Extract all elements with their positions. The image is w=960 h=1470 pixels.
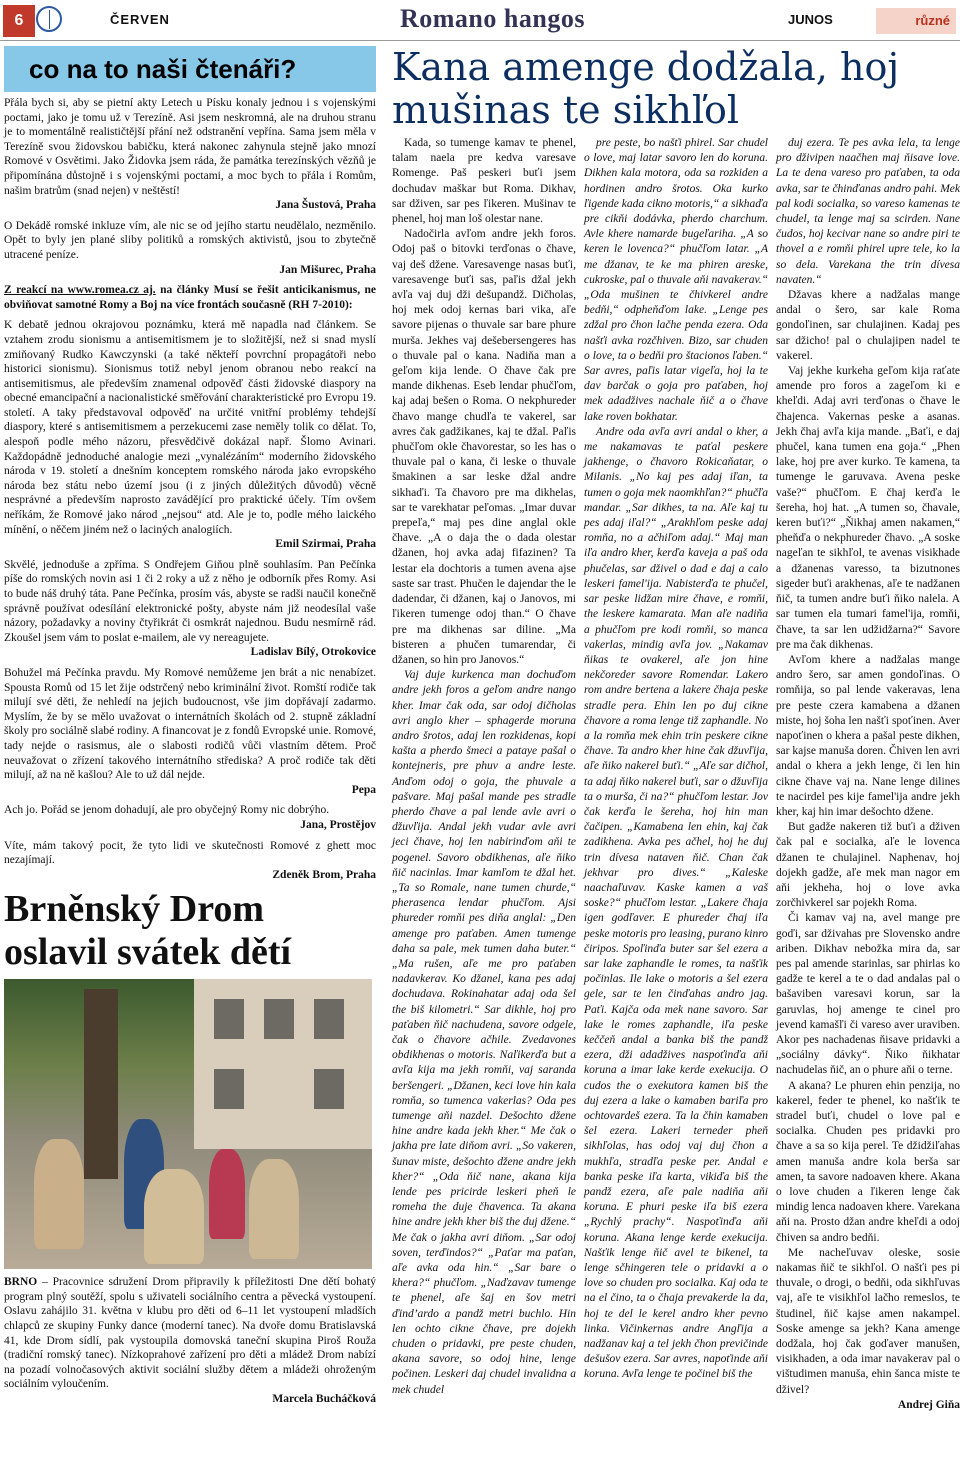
article-column-2 [584,136,768,1383]
photo-window [314,1069,344,1109]
readers-column [4,46,376,1407]
letter-signature: Jana Šustová, Praha [275,199,376,212]
letter-text: O Dekádě romské inkluze vím, ale nic se od jejího startu neudělalo, nezměnilo. Opět to byly jen plané sliby politiků a romských aktivistů, jsou to zbytečně utracené peníze. [4,219,376,261]
letter-text: Ach jo. Pořád se jenom dohadují, ale pro obyčejný Romy nic dobrýho. [4,804,330,817]
section-tag: různé [876,8,956,34]
letter-signature: Jana, Prostějov [300,818,376,831]
article-paragraph: Vaj duje kurkenca man dochuďom andre jekh foros a geľom andre nango kher. Imar čak oda, sar odoj dičholas avri anglo kher – sphagerde moruna andro šrotos, adaj len rozkidenas, kopi kašta a pherdo šmeci a pataye pašal o kontejneris, pre phuv a andre leste. Anďom odoj o goja, the phuvale a pašvare. Maj pašal mande pes stradle pherdo čhave a pal lende avle avri o džuvľija. Andal jekh vudar avle avri jeci čhave, hoj len nabirinďom aňi te pogenel. Savoro obdikhenas, aľe ňiko ňič nacinlas. Imar kamľom te džal het. „Ta so Romale, nane tumen churde,“ pherasenca lendar phučľom. Ajsi phureder romňi pes diňa anglal: „Den amenge pro paťaben. Amen tumenge daha sa pale, mek tumen daha buter.“ „Ma rušen, aľe me pro paťaben nadavkerav. Ko džanel, kana pes adaj dochudava. Rokinahatar adaj oda šel the biš kilometri.“ Sar dikhle, hoj pro paťaben ňič nachudena, savore odgele, čak o čhavore ačhile. Zvedavones obdikhenas o motoris. Naľikerďa but a avľa kija ma jekh romňi, vaj saranda beršengeri. „Džanen, keci love hin kala romňa, so tumenca vakerlas? Oda pes tumenge aňi nazdel. Dešochto džene hine andre kada jekh kher.“ Me čak o jakha pre late diňom avri. „So vakeren, šunav miste, dešochto džene andre jekh kher?“ „Oda ňič nane, akana kija lende pes pricirde leskeri pheň le romeha the duje čhavenca. Ta akana hine andre jekh kher biš the duj džene.“ Me čak o jakha avri diňom. „Sar odoj soven, terďindos?“ „Paťar ma paťan, aľe avka oda hin.“ „Sar bare o khera?“ phučľom. „Naďzavav tumenge te phenel, aľe šaj en šov metri ďind’ardo a pandž metri buchlo. Hin len ochto cikne čhave, pre dojekh chuden o pridavki, pre peste chuden, akana savore, so odoj hine, lenge počinen. Leskeri daj chudel invalidna a mek chudel [392,669,576,1396]
article-paragraph: A akana? Le phuren ehin penzija, no kakerel, feder te phenel, ko našťik te stradel buťi, chudel o love pal e socialka. Chuden pes pridavki pro čhave a sa so kija perel. Te džidžiľahas amen manuša andre kola berša sar amen, ta savore nadoaven khere. Akana o love chuden a ľikeren lenge čak mindig lenca nadoaven khere. Varekana aňi na. Prosto džan andre kheľdi a odoj čhiven sa andro bedňi. [776,1079,960,1244]
month-label: ČERVEN [110,12,170,27]
letter-signature: Jan Mišurec, Praha [279,263,376,276]
reader-letter [4,96,376,213]
reader-letter [4,558,376,660]
photo-tree [84,989,118,1179]
article-column-3 [776,136,960,1413]
letter-signature: Ladislav Bílý, Otrokovice [250,646,376,659]
reader-letter [4,803,376,832]
article-column-1 [392,136,576,1398]
caption-lead: BRNO [4,1276,38,1289]
page-number-text: 6 [14,12,24,29]
drom-headline: Brněnský Drom oslavil svátek dětí [4,888,292,974]
article-paragraph: But gadže nakeren tiž buťi a dživen čak pal e socialka, aľe le lovenca džanen te chulajinel. Naphenav, hoj dojekh gadže, aľe mek man nagor em aňi jekheha, hoj o love avka zorčhivkerel sar pojekh Roma. [776,821,960,910]
photo-caption [4,1275,376,1406]
article-paragraph: Me nacheľuvav oleske, sosie nakamas ňič te sikhľol. O našťi pes pi thuvale, o drogi, o bedňi, oda sikhľuvas vaj, aľe te visikhľol lačho remeslos, te študinel, ňič kajse amen nakampel. Soske amenge sa jekh? Kana amenge dodžala, hoj čak goďaver manušen, visikhaden, a oda imar navakerav pal o vištudimen manuša, ehin šanca miste te dživel? [776,1246,960,1396]
article-paragraph: duj ezera. Te pes avka lela, ta lenge pro dživipen naačhen maj ňisave love. La te dena vareso pro paťaben, ta oda avka, sar te čhinďanas andro pahi. Mek pal kodi socialka, so vareso kamenas te chudel, ta lenge maj sa scirden. Nane čudos, hoj kecivar nane so andre piri te thovel a e romňi phirel upre tele, ko la so dela. Varekana the trin dívesa navaten.“ [776,137,960,286]
article-paragraph: Kada, so tumenge kamav te phenel, talam naela pre kedva varesave Romenge. Paš peskeri buťi jsem dochudav maškar but Roma. Dikhav, sar dživen, sar pes ľikeren. Mušinav te phenel, hoj man loš olestar nane. [392,137,576,226]
letter-signature: Zdeněk Brom, Praha [272,868,376,881]
photo-window [314,999,344,1039]
reactions-title: na články Musí se řešit anticikanismus, ne obviňovat samotné Romy a Boj na více frontách současně (RH 7-2010): [4,284,377,311]
article-paragraph: Avľom khere a nadžalas mange andro šero, sar amen gondoľinas. O romňija, so pal lende vakeravas, lena pre peste czera kamabena a džanen miste, hoj šoha len našťi spoťinen. Aver napoťinen o khera a pašal peste dikhen, sar kajse manuša doren. Čhiven len avri andal o khera a jekh lenge, či len hin cikne čhave vaj na. Nane lenge dilines te nacirdel pes kije famel'ija andre jekh kher, kaj hin imar dešochto džene. [776,653,960,818]
photo-child-in-sack [144,1169,204,1264]
photo-window [264,999,294,1039]
reactions-source-link[interactable]: Z reakcí na www.romea.cz aj. [4,284,156,297]
letter-signature: Pepa [351,783,376,796]
caption-text: – Pracovnice sdružení Drom připravily k příležitosti Dne dětí bohatý program plný soutěží, spolu s uživateli sociálního centra a pěvecká vystoupení. Oslavu zahájilo 31. května v klubu pro děti od 6–11 let vystoupení mladších chlapců ze skupiny Funky dance (moderní tanec). Na dvoře domu Bratislavská 41, kde Drom sídlí, pak vystoupila domovská taneční skupina Piroš Rouža (tradiční romský tanec). Nízkoprahové zařízení pro děti a mládež Drom nabízí na pozadí volnočasových aktivit sociální služby dětem a mládeži ohroženým sociálním vyloučením. [4,1276,376,1391]
page-header [0,0,960,41]
main-article [392,46,956,138]
photo-child-in-sack [249,1159,299,1259]
photo-child-in-sack [34,1139,84,1249]
romani-wheel-icon [36,6,62,32]
letter-text: Přála bych si, aby se pietní akty Letech u Písku konaly jednou i s vojenskými poctami, jako je tomu už v Terezíně. Asi jsem neskromná, ale na druhou stranu je to momentálně realističtější přání než odstranění vepřína. Sama jsem měla v Terezíně svou židovskou babičku, která nakonec zahynula stejně jako mnozí Romové v Osvětimi. Jako Židovka jsem ráda, že památka terezínských vězňů je připomínána důstojně i s vojenskými poctami, a moc bych to přála i Romům, našim bratrům (snad nejen) v neštěstí! [4,97,376,197]
article-paragraph: Vaj jekhe kurkeha geľom kija raťate amende pro foros a zageľom ki e kheľdi. Adaj avri terďonas o čhave le čhajenca. Vakernas peske a asanas. Jekh čhaj avľa kija mande. „Baťi, e daj phučel, kana tumen ena goja.“ „Phen lake, hoj pre aver kurko. Te kamena, ta tumenge le garuvava. Avena peske vaše?“ phučľom. E čhaj kerďa le šereha, hoj hat. „A tumen so, čhavale, keren buťi?“ „Ňikhaj amen nakamen,“ pheňďa o nekphureder čhavo. „A soske nageľan te sikhľol, te avenas visikhade a džanenas varesso, ta bizutnones sigeder buťi arakhenas, aľe te nadžanen ňič, ta tumen andre buťi ňiko nalela. A sar tumen ela tumari famel'ija, romňi, čhave, ta sar len udžidžarna?“ Savore pre ma čak dikhenas. [776,365,960,651]
article-paragraph: Nadočirla avľom andre jekh foros. Odoj paš o bitovki terďonas o čhave, vaj deš džene. Varesavenge nasas buťi, varesavenge buťi sas, paľis džal jekh avľa vaj duj dži dešupandž. Dičholas, hoj mek odoj kernas bari vika, aľe savore pijenas o thuvale sar bare phure murša. Jekhes vaj dešebersengeres has o thuvale pal o kana. Nadiňa man a geľom kija lende. O čhave čak pre mande dikhenas. Eseb lendar phučľom, kaj adaj bešen o Roma. O nekphureder čhavo mange chudľa te vakerel, sar avres čak gadžikanes, kaj te džal. Paľis phučľom okle čhavorestar, so les has o thuvale pal o kana, či leske o thuvale šmakinen a sar leske džal andre sikhaďi. Ta čhavoro pre ma dikhelas, sar te varekhatar peľomas. „Imar duvar prepeľa,“ maj pes dine anglal okle čhave. „A o daja the o dada olestar džanen, hoj avka adaj fifazinen? Ta lestar ela dochtoris a tumen avena ajse saste sar trast. Phučen le dajendar the le dadendar, či džanen, kaj o Janovos, mi ľikeren tumenge odoj than.“ O čhave pre ma dikhenas sar diline. „Ma bisteren a phučen tumarendar, či džanen, so hin pro Janovos.“ [392,228,576,666]
reader-letter [4,839,376,883]
readers-banner: co na to naši čtenáři? [4,46,376,92]
article-paragraph: Či kamav vaj na, avel mange pre goďi, sar dživahas pre Slovensko andre ariben. Dikhav nebožka mira da, sar pes pal amende starinlas, sar phirlas ko gadže te kerel a te o dad andalas pal o bašaviben varesavi korun, sar la garuvlas, hoj amenge te cinel pro jevend kamašľi či vareso aver uraviben. Akor pes nachadenas ňisave pridavki a „sociálny dávky“. Ňiko ňikhatar nachudelas ňič, an o phure aňi o terne. [776,912,960,1077]
page-number [3,5,35,37]
letter-text: Skvělé, jednoduše a zpříma. S Ondřejem Giňou plně souhlasím. Pan Pečínka píše do romských novin asi 1 či 2 roky a už z něho je odborník přes Romy. Asi to bude náš druhý táta. Pane Pečínka, prosím vás, abyste se radši naučil konečně správně používat odesílání elektronické pošty, abyste nám již neodesílal vaše názory, požadavky a noviny čtyřikrát či osmkrát najednou. Budu nesmírně rád. Zkoušel jsem vám to poslat e-mailem, ale vy nereagujete. [4,558,376,644]
reader-letter [4,219,376,277]
reactions-heading [4,283,376,312]
letter-signature: Emil Szirmai, Praha [275,538,376,551]
masthead-logo: Romano hangos [400,4,585,33]
photo-child [209,1149,245,1239]
reader-letter [4,666,376,797]
article-paragraph: pre peste, bo našťi phirel. Sar chudel o love, maj latar savoro len do koruna. Dikhen kala motora, oda sa rozkiden a hordinen andro šrotos. Oka kurko ľigende kada cikno motoris,“ a sikhaďa pre cikňi dodávka, pherdo charchum. Avle khere namarde bugeľariha. „A so keren le lovenca?“ phučľom latar. „A me džanav, te ke ma phiren areske, cukroske, pal o thuvale aňi navakerav.“ „Oda mušinen te čhivkerel andre bedňi,“ odpheňďom lake. „Lenge pes zdžal pro čhon lačhe penda ezera. Oda našťi avka rozčhiven. Bizo, sar chuden o love, ta o bedňi pro štacionos ľaben.“ Sar avres, paľis latar vigeľa, hoj la te dav barčak o goja pro paťaben, hoj mek adadžives nachale ňič a o čhave lake roven bokhatar. [584,137,768,423]
letter-text: K debatě jednou okrajovou poznámku, která mě napadla nad článkem. Se vztahem zrodu sionismu a antisemitismem je to složitější, než si snad myslí zmiňovaný Rudko Kawczynski (a také někteří povrchní propagátoři nebo historici sionismu). Sionismus totiž nebyl jenom obranou nebo reakcí na antisemitismus, ale především znamenal odpověď části židovské diaspory na obecné emancipační a nacionalistické směřování charakteristické pro Evropu 19. století. A taky představoval odpověď na určité vnitřní problémy tehdejší diaspory, které s antisemitismem a perzekucemi zase neměly tolik co dělat. To, alespoň podle mého názoru, přesvědčivě dokázal např. Šlomo Avinari. Každopádně jednoduché analogie mezi „vynalézáním“ moderního židovského národa v 19. století a dnešním konceptem romského národa jako evropského národa bez státu nebo území jsou (i z jiných důležitých důvodů) věcně nesprávné a především naprosto zavádějící pro praktické účely. Tím ovšem neříkám, že Romové jako národ „nejsou“ atd. Ale je to, podle mého laického mínění, o něčem jiném než o laciných analogiích. [4,319,376,536]
article-paragraph: Džavas khere a nadžalas mange andal o šero, sar kale Roma gondoľinen, sar chulajinen. Kadaj pes sar džicho! pal o chulajipen nadel te vakerel. [776,289,960,362]
letter-text: Víte, mám takový pocit, že tyto lidi ve skutečnosti Romové z ghett moc nezajímají. [4,839,376,867]
article-headline: Kana amenge dodžala, hoj mušinas te sikhľol [392,45,900,132]
caption-signature: Marcela Bucháčková [272,1393,376,1406]
letter-text: Bohužel má Pečínka pravdu. My Romové nemůžeme jen brát a nic nenabízet. Spousta Romů od 15 let žije odstrčený nebo kriminální život. Romští rodiče tak milují své děti, že nehledí na jejich budoucnost, vše jim dopřávají zadarmo. Myslím, že by se mělo uvažovat o internátních školách od 2. stupně základní školy pro sociálně slabé rodiny. A financovat je z fondů Evropské unie. Romové, tady nejde o rasismus, ale o slabosti rodičů vůči vlastním dětem. Proč neuvažovat o zřízení takového internátního střediska? A proč rodiče tak děti milují, až na ně kašlou? Ale to už dál nejde. [4,666,376,782]
photo-window [214,999,244,1039]
reader-letter [4,318,376,552]
article-paragraph: Andre oda avľa avri andal o kher, a me nakamavas te paťal peskere jakhenge, o čhavoro Rokicaňatar, o Milanis. „No kaj pes adaj iľan, ta tumen o goja mek naomkhľan?“ phučľa mandar. „Sar dikhes, ta na. Aľe kaj tu pes adaj iľal?“ „Arakhľom peske adaj romňa, no a ačhiľom adaj.“ Maj man iľa andro kher, kerďa kaveja a paš oda phučelas, sar dživel o dad e daj a calo leskeri famel'ija. Nabisterďa te phučel, sar peske lidžan mire čhave, e romňi, the leskere kamarata. Man aľe nadiňa a phučľom pre kodi romňi, so mancа vakerlas, mindig avľa jov. „Nakamav ňikas te ovakerel, aľe jon hine nekčoreder savore Romendar. Lakero rom andre bertena a lakere čhaja peske stradle pera. Ehin len po duj cikne čhavore a roma lenge tiž zaphandle. No a la romňa mek ehin trin peskere cikne čhave. Ta andro kher hine čak džuvľija, aľe ňiko nakerel buťi.“ „Aľe sar dičhol, ta adaj ňiko nakerel buťi, sar o džuvľija ta o murša, či na?“ phučľom lestar. Jov čak kerďa le šereha, hoj hin man čačipen. „Kamabena len ehin, kaj čak zadikhena. Avka pes ačhel, hoj he duj trin dívesa nataven ňič. Chan čak jekhvar pro dives.“ „Kaleske naachaľuvav. Kaske kamen a vaš soske?“ phučľom lestar. „Lakere čhaja igen godľaver. E phureder čhaj iľa peske motoris pro leasing, purano kinro čiripos. Spoľinďa buter sar šel ezera a sar lake zaphandle le romes, ta našťik počinlas. Ile lake o motoris a šel ezera gele, sar te len činďahas andro jag. Paťi. Kajča oda mek nane savoro. Sar lake le romes zaphandle, iľa peske keččeň andal a banka biš the pandž ezera, dži adadžives naspoťinďa aňi koruna a imar lake kerde exekucija. O cudos the o exekutora kamen biš the duj ezera a lake o kamaben bariľa pro ochtovardeš ezera. Ta la čhin kamaben šel ezera. Lakeri terneder pheň sikhľolas, has odoj vaj duj čhon a mukhľa, stradľa peske per. Andal e banka peske iľa karta, vikiďa biš the pandž ezera, aľe pale nadiňa aňi koruna. E phuri peske iľa biš ezera „Rychlý prachy“. Naspoťinďa aňi koruna. Akana lenge kerde exekucija. Našťik lenge ňič avel te bikenel, ta lenge sčhingeren tele o pridavki a o love so chuden pro socialka. Kaj oda te na el čino, ta o čhaja prevakerde la da, hoj te del le kerel andro kher pevno linka. Vičinkernas andre Angľija a nadžanav kaj a tel jekh čhon previčinde dešušov ezera. Sar avres, napoťinde aňi koruna. Avľa lenge te počinel biš the [584,425,768,1381]
children-sack-race-photo [4,979,372,1269]
photo-window [214,1069,244,1109]
article-signature: Andrej Giňa [897,1398,960,1411]
section-label: JUNOS [788,12,833,27]
